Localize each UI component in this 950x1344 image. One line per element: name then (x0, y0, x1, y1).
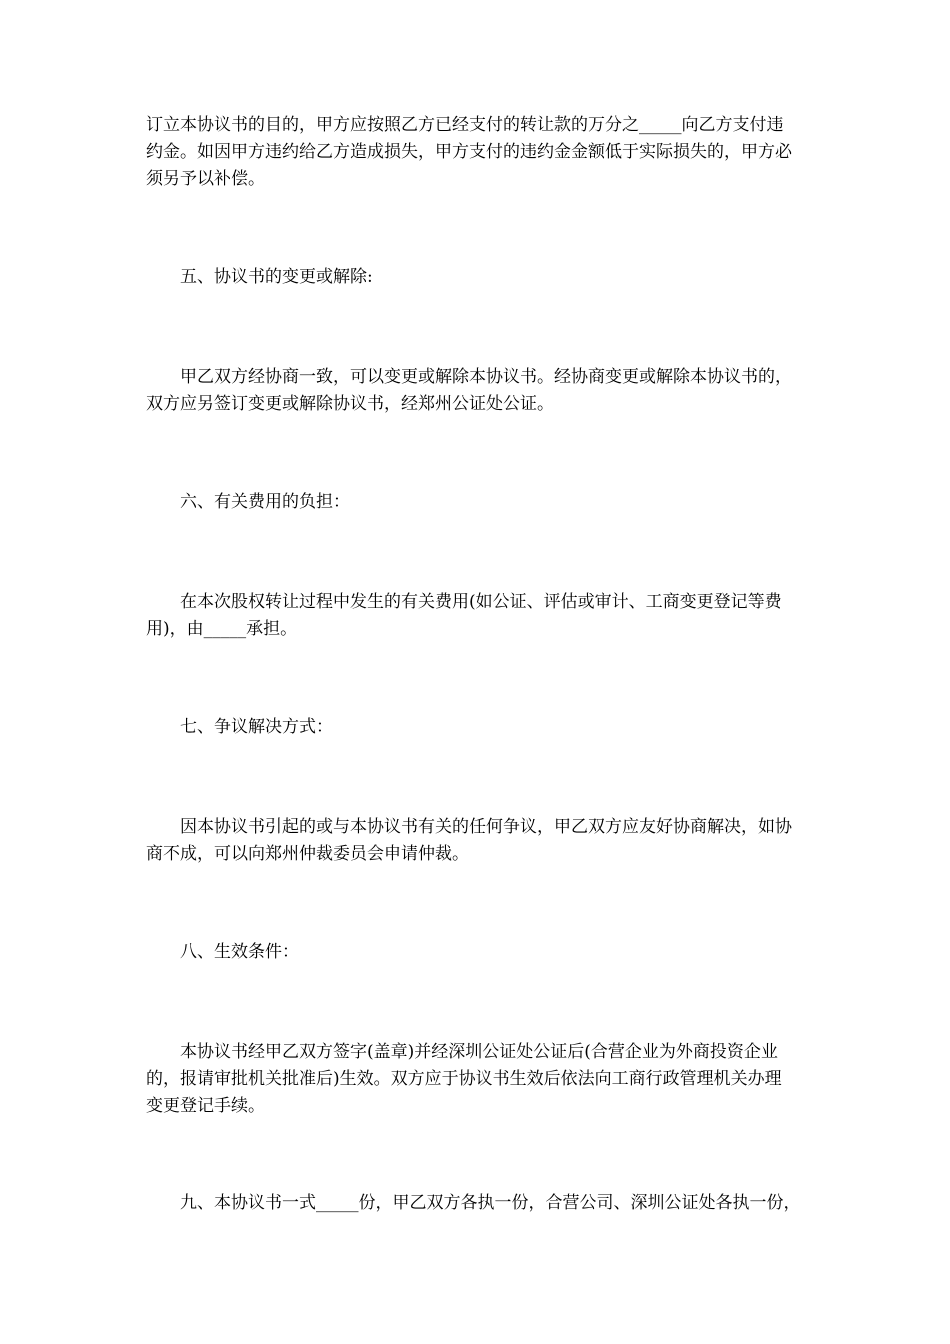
paragraph-5 (146, 364, 810, 418)
paragraph-6 (146, 589, 810, 643)
section-heading-5: 五、协议书的变更或解除: (180, 267, 373, 287)
paragraph-line: 的，报请审批机关批准后)生效。双方应于协议书生效后依法向工商行政管理机关办理 (146, 1069, 782, 1089)
paragraph-line: 九、本协议书一式_____份，甲乙双方各执一份，合营公司、深圳公证处各执一份， (180, 1193, 801, 1213)
paragraph-line: 在本次股权转让过程中发生的有关费用(如公证、评估或审计、工商变更登记等费 (180, 592, 782, 612)
paragraph-9 (146, 1190, 810, 1217)
paragraph-line: 约金。如因甲方违约给乙方造成损失，甲方支付的违约金金额低于实际损失的，甲方必 (146, 142, 792, 162)
paragraph-7 (146, 814, 810, 868)
paragraph-line: 本协议书经甲乙双方签字(盖章)并经深圳公证处公证后(合营企业为外商投资企业 (180, 1042, 778, 1062)
paragraph-line: 双方应另签订变更或解除协议书，经郑州公证处公证。 (146, 394, 554, 414)
paragraph-8 (146, 1039, 810, 1120)
paragraph-line: 商不成，可以向郑州仲裁委员会申请仲裁。 (146, 844, 469, 864)
paragraph-line: 因本协议书引起的或与本协议书有关的任何争议，甲乙双方应友好协商解决，如协 (180, 817, 792, 837)
section-heading-8: 八、生效条件： (180, 942, 299, 962)
section-heading-7: 七、争议解决方式： (180, 717, 333, 737)
paragraph-penalty (146, 112, 810, 193)
paragraph-line: 用)，由_____承担。 (146, 619, 298, 639)
paragraph-line: 订立本协议书的目的，甲方应按照乙方已经支付的转让款的万分之_____向乙方支付违 (146, 115, 784, 135)
paragraph-line: 甲乙双方经协商一致，可以变更或解除本协议书。经协商变更或解除本协议书的， (180, 367, 792, 387)
paragraph-line: 须另予以补偿。 (146, 169, 265, 189)
section-heading-6: 六、有关费用的负担： (180, 492, 350, 512)
paragraph-line: 变更登记手续。 (146, 1096, 265, 1116)
